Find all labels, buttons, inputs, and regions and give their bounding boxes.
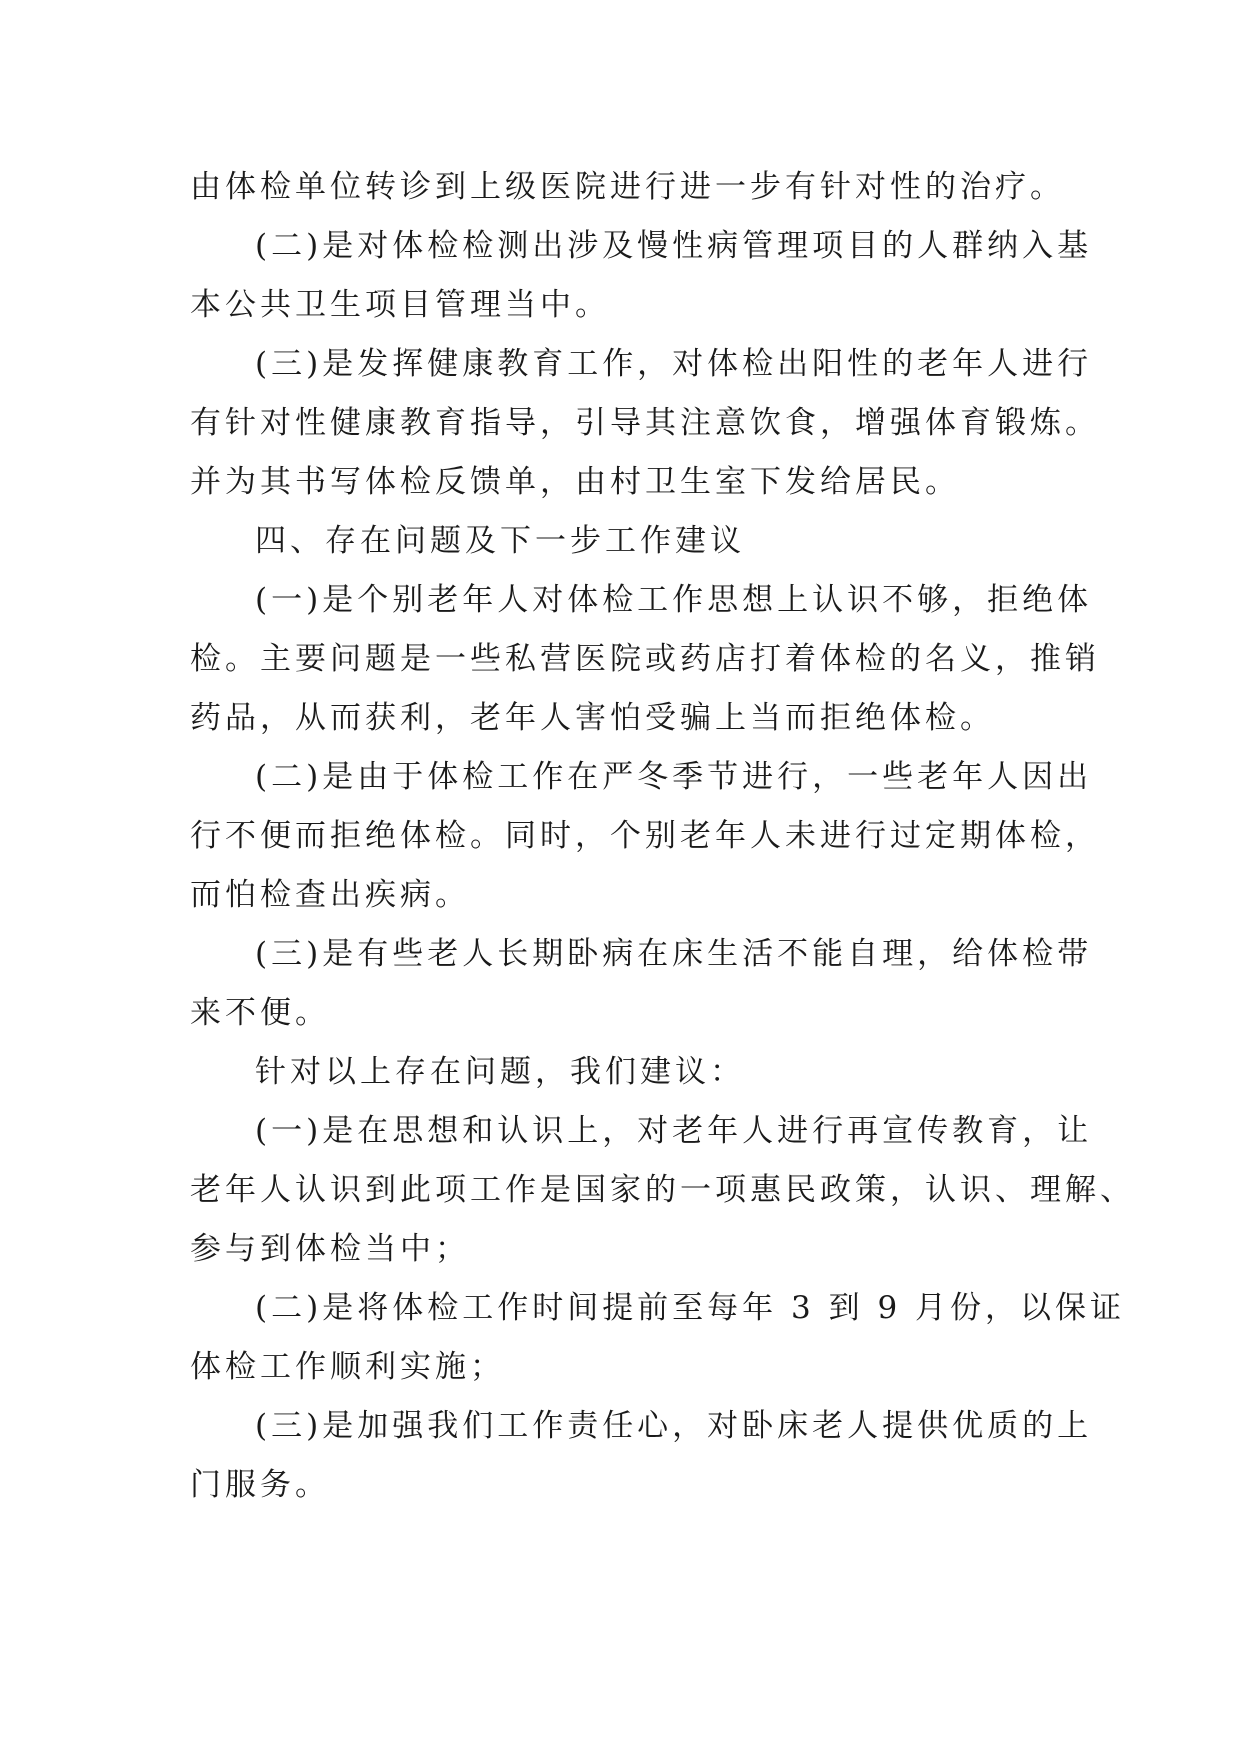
text-line: (三)是发挥健康教育工作，对体检出阳性的老年人进行 <box>255 346 1093 382</box>
text-line: 并为其书写体检反馈单，由村卫生室下发给居民。 <box>190 464 960 500</box>
text-line: 本公共卫生项目管理当中。 <box>190 287 610 323</box>
text-line: 老年人认识到此项工作是国家的一项惠民政策，认识、理解、 <box>190 1172 1135 1208</box>
text-line: 体检工作顺利实施； <box>190 1349 505 1385</box>
text-line: 而怕检查出疾病。 <box>190 877 470 913</box>
text-line: 门服务。 <box>190 1467 330 1503</box>
text-line: (二)是将体检工作时间提前至每年 3 到 9 月份，以保证 <box>255 1290 1126 1326</box>
text-line: 由体检单位转诊到上级医院进行进一步有针对性的治疗。 <box>190 169 1065 205</box>
section-heading: 四、存在问题及下一步工作建议 <box>255 523 745 559</box>
text-line: (三)是有些老人长期卧病在床生活不能自理，给体检带 <box>255 936 1093 972</box>
text-line: 参与到体检当中； <box>190 1231 470 1267</box>
text-line: (二)是对体检检测出涉及慢性病管理项目的人群纳入基 <box>255 228 1093 264</box>
text-line: (三)是加强我们工作责任心，对卧床老人提供优质的上 <box>255 1408 1093 1444</box>
text-line: (二)是由于体检工作在严冬季节进行，一些老年人因出 <box>255 759 1093 795</box>
text-line: 来不便。 <box>190 995 330 1031</box>
text-line: (一)是在思想和认识上，对老年人进行再宣传教育，让 <box>255 1113 1093 1149</box>
text-line: (一)是个别老年人对体检工作思想上认识不够，拒绝体 <box>255 582 1093 618</box>
text-line: 检。主要问题是一些私营医院或药店打着体检的名义，推销 <box>190 641 1100 677</box>
text-line: 药品，从而获利，老年人害怕受骗上当而拒绝体检。 <box>190 700 995 736</box>
document-body <box>190 158 1135 1515</box>
text-line: 针对以上存在问题，我们建议： <box>255 1054 745 1090</box>
text-line: 行不便而拒绝体检。同时，个别老年人未进行过定期体检， <box>190 818 1100 854</box>
text-line: 有针对性健康教育指导，引导其注意饮食，增强体育锻炼。 <box>190 405 1100 441</box>
